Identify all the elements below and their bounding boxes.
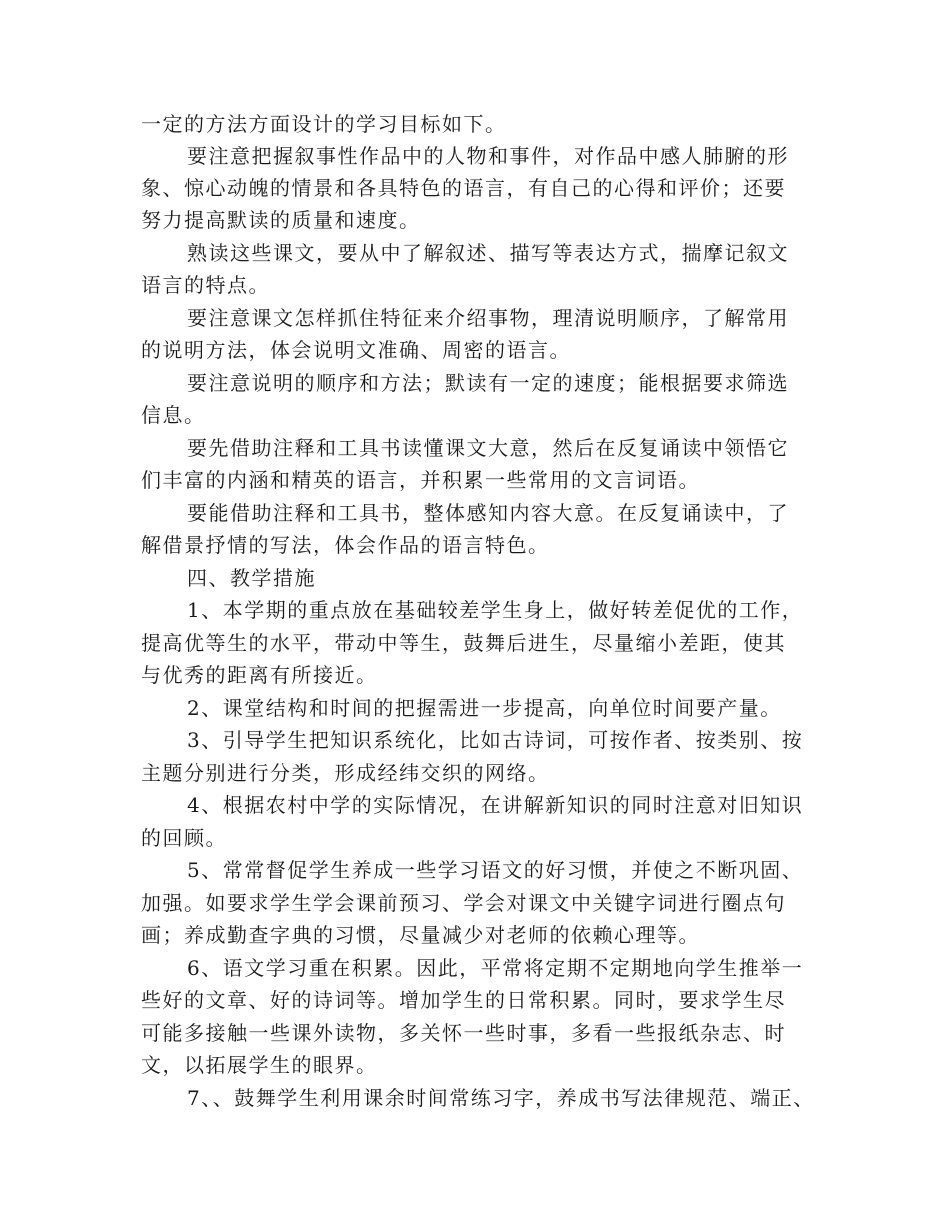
paragraph-first-line: 6、语文学习重在积累。因此，平常将定期不定期地向学生推举一 (187, 956, 804, 980)
paragraph-first-line: 要注意说明的顺序和方法；默读有一定的速度；能根据要求筛选 (187, 371, 789, 395)
text-line: 与优秀的距离有所接近。 (141, 663, 378, 687)
text-line: 画；养成勤查字典的习惯，尽量减少对老师的依赖心理等。 (141, 923, 700, 947)
text-line: 解借景抒情的写法，体会作品的语言特色。 (141, 533, 550, 557)
section-heading: 四、教学措施 (187, 566, 316, 590)
text-line: 文，以拓展学生的眼界。 (141, 1053, 378, 1077)
text-line: 努力提高默读的质量和速度。 (141, 208, 421, 232)
text-line: 些好的文章、好的诗词等。增加学生的日常积累。同时，要求学生尽 (141, 988, 786, 1012)
text-line: 信息。 (141, 403, 206, 427)
text-line: 一定的方法方面设计的学习目标如下。 (141, 112, 507, 136)
paragraph-first-line: 2、课堂结构和时间的把握需进一步提高，向单位时间要产量。 (187, 696, 782, 720)
text-line: 象、惊心动魄的情景和各具特色的语言，有自己的心得和评价；还要 (141, 176, 786, 200)
paragraph-first-line: 4、根据农村中学的实际情况，在讲解新知识的同时注意对旧知识 (187, 793, 804, 817)
paragraph-first-line: 7、、鼓舞学生利用课余时间常练习字，养成书写法律规范、端正、 (187, 1086, 815, 1110)
text-line: 的说明方法，体会说明文准确、周密的语言。 (141, 338, 571, 362)
paragraph-first-line: 要先借助注释和工具书读懂课文大意，然后在反复诵读中领悟它 (187, 436, 789, 460)
paragraph-first-line: 要注意把握叙事性作品中的人物和事件，对作品中感人肺腑的形 (187, 144, 789, 168)
paragraph-first-line: 要能借助注释和工具书，整体感知内容大意。在反复诵读中，了 (187, 501, 789, 525)
text-line: 加强。如要求学生学会课前预习、学会对课文中关键字词进行圈点句 (141, 891, 786, 915)
paragraph-first-line: 5、常常督促学生养成一些学习语文的好习惯，并使之不断巩固、 (187, 858, 804, 882)
text-line: 可能多接触一些课外读物，多关怀一些时事，多看一些报纸杂志、时 (141, 1021, 786, 1045)
paragraph-first-line: 熟读这些课文，要从中了解叙述、描写等表达方式，揣摩记叙文 (187, 241, 789, 265)
text-line: 主题分别进行分类，形成经纬交织的网络。 (141, 761, 550, 785)
paragraph-first-line: 要注意课文怎样抓住特征来介绍事物，理清说明顺序，了解常用 (187, 306, 789, 330)
paragraph-first-line: 3、引导学生把知识系统化，比如古诗词，可按作者、按类别、按 (187, 728, 804, 752)
text-line: 的回顾。 (141, 826, 227, 850)
text-line: 语言的特点。 (141, 273, 270, 297)
text-line: 提高优等生的水平，带动中等生，鼓舞后进生，尽量缩小差距，使其 (141, 631, 786, 655)
paragraph-first-line: 1、本学期的重点放在基础较差学生身上，做好转差促优的工作， (187, 598, 804, 622)
text-line: 们丰富的内涵和精英的语言，并积累一些常用的文言词语。 (141, 468, 700, 492)
